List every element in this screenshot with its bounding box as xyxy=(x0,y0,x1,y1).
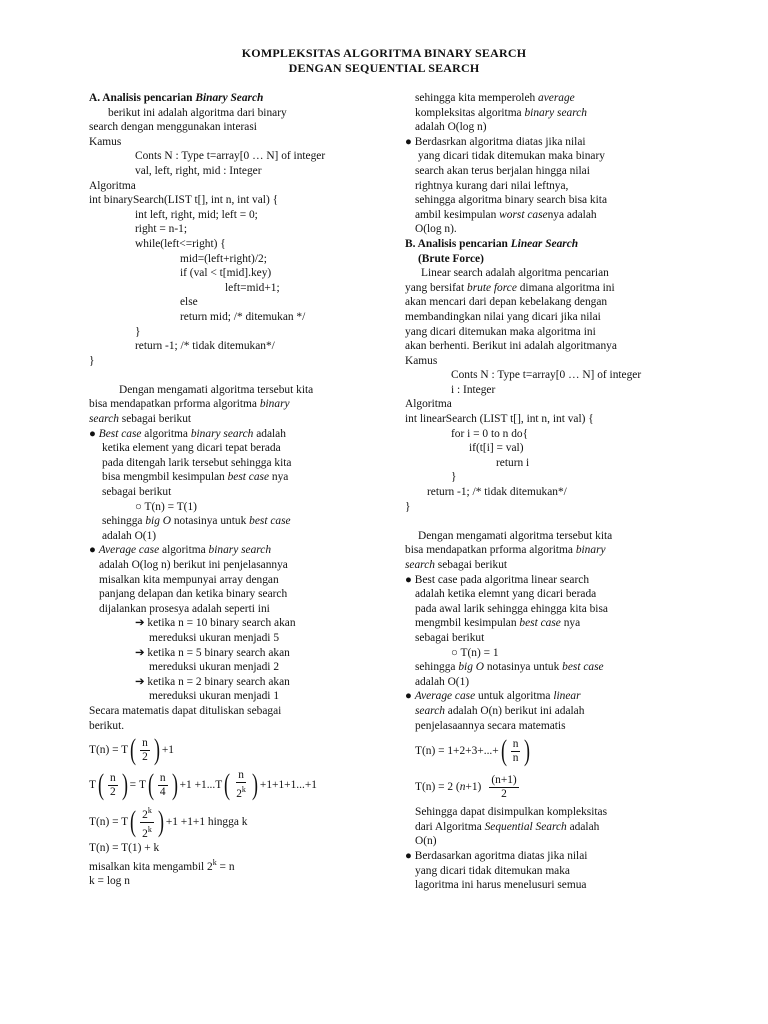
circle-bullet-icon: ○ xyxy=(451,646,458,659)
text: untuk algoritma xyxy=(475,690,554,703)
eq-var: n xyxy=(459,780,466,793)
text-line: misalkan kita mempunyai array dengan xyxy=(99,573,279,586)
text: kompleksitas algoritma xyxy=(415,106,525,119)
text-line: pada awal larik sehingga ehingga kita bisa xyxy=(415,602,608,615)
text-em: worst case xyxy=(499,208,548,221)
code-line: left=mid+1; xyxy=(225,281,280,294)
denominator: 2 xyxy=(142,750,148,763)
code-line: Algoritma xyxy=(89,179,136,192)
eq-text: +1 +1+1 hingga k xyxy=(165,815,248,828)
text-em: best case xyxy=(227,471,270,484)
code-line: Conts N : Type t=array[0 … N] of integer xyxy=(451,369,642,382)
text-line: O(n) xyxy=(415,835,437,848)
text-line: berikut. xyxy=(89,719,125,732)
denominator: 2 xyxy=(501,787,507,800)
text: dari Algoritma xyxy=(415,820,485,833)
text-em: Sequential Search xyxy=(484,820,567,833)
text-line: sebagai berikut xyxy=(102,486,172,499)
code-line: } xyxy=(405,500,411,513)
numerator: n xyxy=(159,771,166,784)
text: nya xyxy=(269,471,289,484)
text: Berdasrkan algoritma diatas jika nilai xyxy=(414,135,586,148)
equation-line: k = log n xyxy=(89,875,130,888)
fraction-paren: ( $\frac{n}{2}$ ) xyxy=(97,768,128,802)
text-line: adalah O(log n) xyxy=(415,121,487,134)
text-line: adalah O(1) xyxy=(102,529,157,542)
equation-line xyxy=(89,500,389,515)
text-line: Linear search adalah algoritma pencarian xyxy=(421,267,609,280)
fraction-paren: ( $\frac{n}{2^k}$ ) xyxy=(224,768,258,802)
text-line: sehingga algoritma binary search bisa kita xyxy=(415,194,607,207)
code-line: mid=(left+right)/2; xyxy=(180,252,267,265)
text-em: binary xyxy=(575,544,606,557)
text-line xyxy=(405,281,695,296)
text-line: akan mencari dari depan kebelakang dengan xyxy=(405,296,608,309)
blank-line xyxy=(89,368,389,383)
text-line: panjang delapan dan ketika binary search xyxy=(99,588,288,601)
code-line: return mid; /* ditemukan */ xyxy=(180,310,306,323)
kamus-label: Kamus xyxy=(89,135,122,148)
text: misalkan kita mengambil 2 xyxy=(89,860,213,873)
text-line: mereduksi ukuran menjadi 1 xyxy=(149,690,280,703)
bullet-icon: ● xyxy=(405,573,412,586)
text-line: adalah O(1) xyxy=(415,675,470,688)
best-case-bullet xyxy=(89,427,389,442)
text-line xyxy=(405,616,695,631)
text-em: Average case xyxy=(414,690,476,703)
code-line: } xyxy=(135,325,141,338)
arrow-item xyxy=(89,616,389,631)
numerator: n xyxy=(142,736,148,749)
text: ambil kesimpulan xyxy=(415,208,500,221)
equation-3 xyxy=(89,803,389,841)
text-line: pada ditengah larik tersebut sehingga kita xyxy=(102,456,292,469)
text-line: lagoritma ini harus menelusuri semua xyxy=(415,879,587,892)
paragraph-line xyxy=(89,397,389,412)
text-em: Best case xyxy=(98,427,142,440)
kamus-label: Kamus xyxy=(405,354,438,367)
denominator xyxy=(140,823,154,841)
text-em: best case xyxy=(249,515,291,528)
heading-em: Linear Search xyxy=(510,237,579,250)
text: adalah xyxy=(253,427,286,440)
arrow-icon: ➔ xyxy=(135,617,145,630)
text-line xyxy=(405,660,695,675)
text-em: search xyxy=(89,413,119,426)
denominator: 2 xyxy=(109,785,116,798)
text-em: brute force xyxy=(467,281,517,294)
exponent: k xyxy=(241,785,246,795)
code-line: for i = 0 to n do{ xyxy=(451,427,529,440)
equation-1 xyxy=(89,733,389,767)
best-case-bullet xyxy=(405,573,695,588)
code-line: while(left<=right) { xyxy=(135,237,226,250)
code-line: } xyxy=(451,471,457,484)
text-em: binary search xyxy=(208,544,272,557)
text-line xyxy=(405,558,695,573)
text-line: adalah ketika elemnt yang dicari berada xyxy=(415,588,597,601)
text-line: mereduksi ukuran menjadi 5 xyxy=(149,631,280,644)
text-line: dijalankan prosesya adalah seperti ini xyxy=(99,602,270,615)
text-line xyxy=(89,470,389,485)
text: notasinya untuk xyxy=(483,661,563,674)
text: notasinya untuk xyxy=(170,515,250,528)
text-line: yang dicari tidak ditemukan maka xyxy=(415,864,570,877)
equation: T(n) = T(1) xyxy=(144,500,197,513)
fraction xyxy=(489,774,518,801)
exponent: k xyxy=(147,824,152,834)
text: bisa mengmbil kesimpulan xyxy=(102,471,228,484)
text: yang bersifat xyxy=(405,281,467,294)
code-line: if (val < t[mid].key) xyxy=(180,267,272,280)
text: = n xyxy=(216,860,235,873)
equation-line: T(n) = T(1) + k xyxy=(89,842,160,855)
arrow-item xyxy=(89,646,389,661)
equation-b xyxy=(405,769,695,805)
intro-line: berikut ini adalah algoritma dari binary xyxy=(108,106,287,119)
code-line: int linearSearch (LIST t[], int n, int val) { xyxy=(405,413,594,426)
bullet-icon: ● xyxy=(89,427,96,440)
text: sehingga kita memperoleh xyxy=(415,92,539,104)
section-a-heading xyxy=(89,91,389,106)
equation-line xyxy=(89,856,389,874)
exponent: k xyxy=(212,857,217,867)
document-title-line1: KOMPLEKSITAS ALGORITMA BINARY SEARCH xyxy=(241,46,527,60)
base: 2 xyxy=(236,788,242,801)
fraction xyxy=(140,804,154,841)
text-line xyxy=(405,91,695,106)
paragraph-line: Dengan mengamati algoritma tersebut kita xyxy=(119,383,314,396)
text: ketika n = 5 binary search akan xyxy=(147,646,290,659)
text-line xyxy=(405,704,695,719)
denominator: n xyxy=(512,751,519,764)
section-b-subheading: (Brute Force) xyxy=(418,252,484,265)
text: sehingga xyxy=(102,515,146,528)
average-case-bullet xyxy=(89,543,389,558)
code-line: i : Integer xyxy=(451,383,496,396)
average-case-bullet xyxy=(405,689,695,704)
numerator: n xyxy=(238,769,244,782)
section-b-heading xyxy=(405,237,695,252)
circle-bullet-icon: ○ xyxy=(135,500,142,513)
text: adalah xyxy=(566,820,600,833)
denominator xyxy=(234,783,248,801)
text: algoritma xyxy=(159,544,209,557)
exponent: k xyxy=(147,805,152,815)
text-line: Dengan mengamati algoritma tersebut kita xyxy=(418,529,613,542)
base: 2 xyxy=(142,808,148,821)
fraction xyxy=(511,738,521,765)
eq-text: +1) xyxy=(465,780,482,793)
code-line: return i xyxy=(496,456,530,469)
fraction-paren: ( $\frac{2^k}{2^k}$ ) xyxy=(130,805,164,840)
eq-text: T(n) = T xyxy=(89,743,129,756)
equation: T(n) = 1 xyxy=(460,646,499,659)
eq-text: T(n) = 2 ( xyxy=(415,780,460,793)
equation-a xyxy=(405,733,695,769)
heading-em: Binary Search xyxy=(195,92,264,104)
code-line: int left, right, mid; left = 0; xyxy=(135,208,258,221)
heading-text: B. Analisis pencarian xyxy=(405,237,511,250)
paragraph-line xyxy=(89,412,389,427)
text-line: adalah O(log n) berikut ini penjelasannya xyxy=(99,559,288,571)
worst-case-bullet xyxy=(405,849,695,864)
fraction xyxy=(158,772,168,799)
code-line: right = n-1; xyxy=(135,223,187,236)
text-line xyxy=(405,543,695,558)
eq-text: +1+1+1...+1 xyxy=(259,778,317,791)
left-column xyxy=(89,91,389,889)
text: nya xyxy=(560,617,581,630)
equation-line xyxy=(405,646,695,661)
text-em: Average case xyxy=(98,544,160,557)
text: mengmbil kesimpulan xyxy=(415,617,520,630)
text-em: linear xyxy=(553,690,581,703)
code-line: val, left, right, mid : Integer xyxy=(135,164,262,177)
numerator: n xyxy=(512,737,519,750)
code-line: else xyxy=(180,296,198,309)
text: ketika n = 10 binary search akan xyxy=(147,617,296,630)
text-em: search xyxy=(405,559,435,571)
bullet-icon: ● xyxy=(405,849,412,862)
numerator xyxy=(140,804,154,823)
text-line xyxy=(405,820,695,835)
text-line: mereduksi ukuran menjadi 2 xyxy=(149,661,280,674)
text-line: membandingkan nilai yang dicari jika nilai xyxy=(405,310,601,323)
bullet-icon: ● xyxy=(405,135,412,148)
code-line: return -1; /* tidak ditemukan*/ xyxy=(427,486,567,499)
text-line: yang dicari tidak ditemukan maka binary xyxy=(418,150,605,163)
eq-text: T(n) = 1+2+3+...+ xyxy=(415,744,499,757)
denominator: 4 xyxy=(159,785,166,798)
text-em: best case xyxy=(562,661,604,674)
text-em: best case xyxy=(519,617,561,630)
text: sebagai berikut xyxy=(434,559,508,571)
heading-text: A. Analisis pencarian xyxy=(89,92,196,104)
fraction xyxy=(108,772,118,799)
worst-case-bullet xyxy=(405,135,695,150)
arrow-icon: ➔ xyxy=(135,646,145,659)
text-line xyxy=(405,208,695,223)
blank-line xyxy=(405,514,695,529)
text-line: rightnya kurang dari nilai leftnya, xyxy=(415,179,569,192)
text: bisa mendapatkan prforma algoritma xyxy=(89,398,260,411)
text-line: yang dicari ditemukan maka algoritma ini xyxy=(405,325,596,338)
eq-text: +1 +1...T xyxy=(179,778,223,791)
text: adalah O(n) berikut ini adalah xyxy=(444,704,585,717)
text: ketika n = 2 binary search akan xyxy=(147,675,290,688)
bullet-icon: ● xyxy=(405,690,412,703)
fraction-paren: ( $\frac{n}{2}$ ) xyxy=(130,733,160,767)
text: nya adalah xyxy=(547,208,597,221)
text-line: sebagai berikut xyxy=(415,631,485,644)
code-line: if(t[i] = val) xyxy=(469,442,524,455)
equation-2: T ( $\frac{n}{2}$ ) = T ( $\frac{n}{4}$ ) +1 +1...T ( $\frac{n}{2^k}$ ) +1+1+1...+1 xyxy=(89,768,317,802)
right-column xyxy=(405,91,695,893)
text-line: Secara matematis dapat dituliskan sebagai xyxy=(89,704,282,717)
code-line: Algoritma xyxy=(405,398,452,411)
fraction xyxy=(234,769,248,801)
text-line xyxy=(405,106,695,121)
eq-text: +1 xyxy=(161,743,174,756)
arrow-item xyxy=(89,675,389,690)
text-line: akan berhenti. Berikut ini adalah algoritmanya xyxy=(405,340,617,353)
text: dimana algoritma ini xyxy=(516,281,615,294)
text-em: big O xyxy=(145,515,171,528)
base: 2 xyxy=(142,827,148,840)
fraction-paren: ( $\frac{n}{4}$ ) xyxy=(147,768,178,802)
text-em: binary search xyxy=(190,427,254,440)
fraction-paren: ( $\frac{n}{n}$ ) xyxy=(500,734,531,768)
bullet-icon: ● xyxy=(89,544,96,557)
text-em: binary search xyxy=(524,106,588,119)
code-line: int binarySearch(LIST t[], int n, int val) { xyxy=(89,194,279,207)
code-line: return -1; /* tidak ditemukan*/ xyxy=(135,340,275,353)
numerator: n xyxy=(109,771,116,784)
text: bisa mendapatkan prforma algoritma xyxy=(405,544,576,557)
text-line: O(log n). xyxy=(415,223,457,236)
text: sebagai berikut xyxy=(118,413,192,426)
text-em: search xyxy=(415,704,445,717)
fraction xyxy=(140,737,150,764)
text: Berdasarkan agoritma diatas jika nilai xyxy=(414,849,588,862)
text: algoritma xyxy=(141,427,191,440)
code-line: } xyxy=(89,354,95,367)
eq-text: T(n) = T xyxy=(89,815,129,828)
text-em: binary xyxy=(259,398,290,411)
document-title-line2: DENGAN SEQUENTIAL SEARCH xyxy=(288,61,480,75)
text-line xyxy=(89,514,389,529)
text-line: search akan terus berjalan hingga nilai xyxy=(415,164,590,177)
arrow-icon: ➔ xyxy=(135,675,145,688)
text-line: penjelasaannya secara matematis xyxy=(415,719,566,732)
text-line: Sehingga dapat disimpulkan kompleksitas xyxy=(415,806,608,819)
numerator: (n+1) xyxy=(491,773,517,786)
eq-text: = xyxy=(129,778,137,791)
intro-line: search dengan menggunakan interasi xyxy=(89,121,257,134)
text-line: ketika element yang dicari tepat berada xyxy=(102,442,281,455)
text: sehingga xyxy=(415,661,459,674)
code-line: Conts N : Type t=array[0 … N] of integer xyxy=(135,150,326,163)
text: Best case pada algoritma linear search xyxy=(414,573,590,586)
text-em: average xyxy=(538,92,575,104)
text-em: big O xyxy=(458,661,484,674)
